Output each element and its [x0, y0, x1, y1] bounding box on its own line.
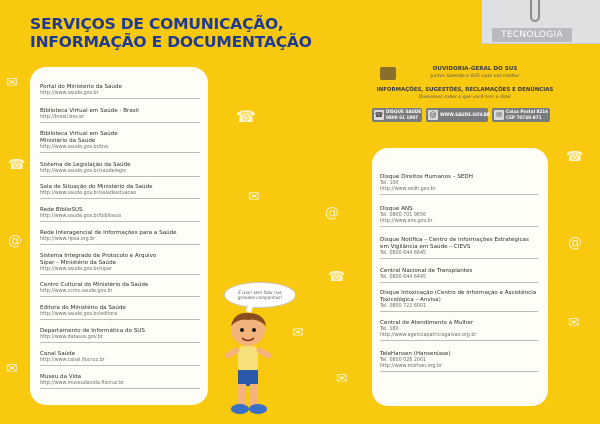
at-icon: @: [429, 111, 437, 119]
envelope-icon: ✉: [6, 361, 18, 377]
title-line-1: SERVIÇOS DE COMUNICAÇÃO,: [30, 15, 284, 33]
ouvidoria-title: OUVIDORIA-GERAL DO SUS: [432, 66, 518, 72]
contact-website-box[interactable]: @ WWW.SAUDE.GOV.BR: [426, 108, 488, 122]
list-item[interactable]: Central de Atendimento à Mulher Tel. 180 http://www.agenciapatriciagalvao.org.br: [380, 320, 545, 341]
list-item[interactable]: Disque Intoxicação (Centro de Informação e Assistência Toxicológica – Anvisa) Tel. 0800 722 6001: [380, 290, 545, 312]
list-item[interactable]: Sistema de Legislação da Saúde http://www.saude.gov.br/saudelegis: [40, 162, 205, 177]
list-item[interactable]: Canal Saúde http://www.canal.fiocruz.br: [40, 351, 205, 366]
envelope-icon: ✉: [568, 315, 580, 331]
paperclip-icon: [530, 0, 540, 22]
left-links-panel: [30, 67, 208, 405]
ouvidoria-tagline: Juntos fazendo o SUS cada vez melhor: [430, 74, 520, 79]
list-item[interactable]: Disque Direitos Humanos – SEDH Tel. 100 http://www.sedh.gov.br: [380, 174, 545, 195]
envelope-icon: ✉: [6, 75, 18, 91]
list-item[interactable]: Sistema Integrado de Protocolo e Arquivo Sipar – Ministério da Saúde http://www.saude.gov.br/sipar: [40, 253, 205, 275]
list-item[interactable]: Departamento de Informática do SUS http://www.datasus.gov.br: [40, 328, 205, 343]
envelope-icon: ✉: [494, 110, 504, 120]
list-item[interactable]: Sala de Situação do Ministério da Saúde http://www.saude.gov.br/saladesituacao: [40, 184, 205, 199]
list-item[interactable]: Disque Notifica – Centro de Informações Estratégicas em Vigilância em Saúde – CIEVS Tel. 0800 644 6645: [380, 237, 545, 259]
ouvidoria-heading: INFORMAÇÕES, SUGESTÕES, RECLAMAÇÕES E DENÚNCIAS: [376, 87, 554, 93]
list-item[interactable]: Museu da Vida http://www.museudavida.fiocruz.br: [40, 374, 205, 389]
at-icon: @: [568, 235, 582, 251]
speech-bubble: É isso! sem falar nas grandes campanhas!: [224, 282, 296, 308]
contact-phone-box: ☎ DISQUE SAÚDE 0800 61 1997: [372, 108, 422, 122]
contact-mail-box: ✉ Caixa Postal 8216 CEP 70740-971: [492, 108, 550, 122]
cartoon-boy-mascot: [218, 310, 282, 420]
at-icon: @: [8, 233, 22, 249]
category-tab-label: TECNOLOGIA: [492, 28, 572, 42]
phone-icon: ☎: [236, 107, 256, 126]
list-item[interactable]: Central Nacional de Transplantes Tel. 0800 644 6445: [380, 268, 545, 283]
phone-icon: ☎: [328, 269, 346, 285]
envelope-icon: ✉: [248, 189, 260, 205]
ouvidoria-logo-icon: [380, 67, 396, 80]
list-item[interactable]: Disque ANS Tel. 0800 701 9656 http://www.ans.gov.br: [380, 206, 545, 227]
ouvidoria-subheading: Queremos saber o que você tem a dizer: [418, 95, 512, 100]
phone-icon: ☎: [566, 149, 584, 165]
title-line-2: INFORMAÇÃO E DOCUMENTAÇÃO: [30, 33, 312, 51]
right-contacts-panel: [372, 148, 548, 406]
envelope-icon: ✉: [292, 325, 304, 341]
list-item[interactable]: Editora do Ministério da Saúde http://www.saude.gov.br/editora: [40, 305, 205, 320]
list-item[interactable]: Rede Interagencial de Informações para a Saúde http://www.ripsa.org.br: [40, 230, 205, 245]
list-item[interactable]: Biblioteca Virtual em Saúde Ministério da Saúde http://www.saude.gov.br/bvs: [40, 131, 205, 153]
page-title: [30, 15, 312, 51]
list-item[interactable]: Centro Cultural do Ministério da Saúde http://www.ccms.saude.gov.br: [40, 282, 205, 297]
phone-icon: ☎: [374, 111, 384, 119]
at-icon: @: [325, 205, 339, 221]
list-item[interactable]: Biblioteca Virtual em Saúde - Brasil http://brasil.bvs.br: [40, 108, 205, 123]
list-item[interactable]: Portal do Ministério da Saúde http://www.saude.gov.br: [40, 84, 205, 99]
envelope-icon: ✉: [336, 371, 348, 387]
list-item[interactable]: TeleHansen (Hanseníase) Tel. 0800 026 2001 http://www.morhan.org.br: [380, 351, 545, 372]
phone-icon: ☎: [8, 157, 26, 173]
list-item[interactable]: Rede BiblioSUS http://www.saude.gov.br/bibliosus: [40, 207, 205, 222]
